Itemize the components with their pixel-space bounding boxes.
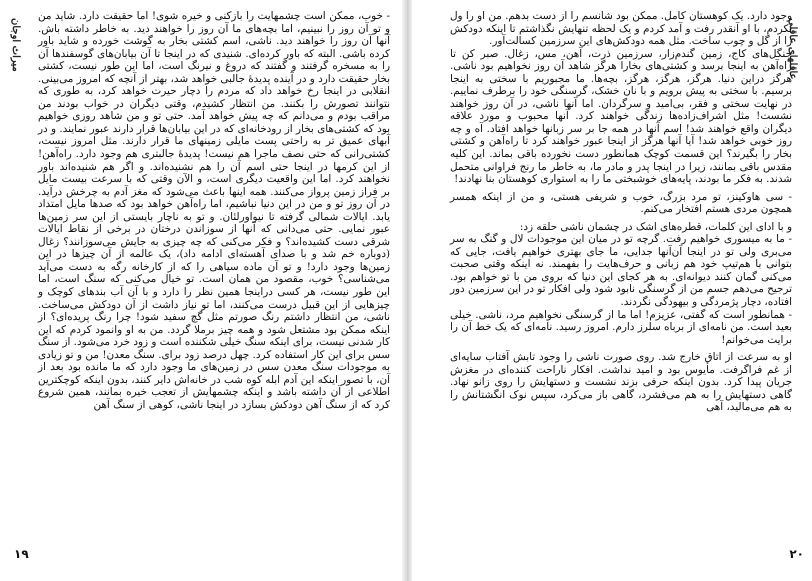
paragraph: وجود دارد. یک کوهستان کامل. ممکن بود شانسم را از دست بدهم. من او را ول نکردم، با او آنقدر رفت و آمد کردم و یک لحظه تنهایش نگذاشتم تا اینکه دودکش را از گل و چوب ساخت. مثل همه دودکش‌های این سرزمین کسالت‌آور.	[450, 10, 792, 48]
paragraph: او به سرعت از اتاق خارج شد. روی صورت ناشی را وجود تابش آفتاب سایه‌ای از غم فراگرفت. مأیوس بود و امید نداشت. افکار ناراحت کننده‌ای در مغزش جریان پیدا کرد. بدون اینکه حرفی بزند نشست و دستهایش را روی زانو نهاد. گاهی دستهایش را به هم می‌فشرد، گاهی باز می‌کرد، سپس نوک انگشتانش را به هم می‌مالید، آهی	[450, 351, 792, 414]
paragraph: - سی هاوکینز، تو مرد بزرگ، خوب و شریفی هستی، و من از اینکه همسر همچون مردی هستم افتخار می‌کنم.	[450, 190, 792, 216]
running-head: عاقلهای عاقلی	[787, 18, 798, 80]
paragraph: - همانطور است که گفتی، عزیزم! اما ما از گرسنگی نخواهیم مرد، ناشی. خیلی بعید است. من نامه‌ای از برباه سلرز دارم. امروز رسید. نامه‌ای که یک خط آن را برایت می‌خوانم!	[450, 308, 792, 346]
paragraph: و با ادای این کلمات، قطره‌های اشک در چشمان ناشی حلقه زد:	[519, 220, 792, 233]
page-body	[450, 10, 792, 414]
running-head: میراث اوجان	[10, 18, 21, 72]
right-page	[412, 0, 812, 581]
page-number: ۱۹	[14, 547, 29, 561]
book-gutter	[402, 0, 412, 581]
paragraph: جنگل‌های کاج، زمین گندم‌زار، سرزمین ذرت، آهن، مس، زغال. صبر کن تا راه‌آهن به اینجا برسد و کشتی‌های بخارا هرگز شاهد آن روز نخواهیم بود ناشی. هرگز دراین دنیا. هرگز، هرگز، هرگز، بچه‌ها. ما مجبوریم با سختی به اینجا برسیم. با سختی به پیش برویم و با نان خشک، گرسنگی خود را برطرف نماییم. در نهایت سختی و فقر، بی‌امید و سرگردان. اما آنها ناشی، در آن روز خواهند نشست! مثل اشراف‌زاده‌ها زندگی خواهند کرد. آنها محبوب و مورد علاقه دیگران واقع خواهند شد! اسم آنها در همه جا بر سر زبانها خواهد افتاد. آه و چه روز خوبی خواهد شد! آیا آنها هرگز از اینجا عبور خواهند کرد تا راه‌آهن و کشتی بخار را بگیرند؟ این قسمت کوچک همانطور دست نخورده باقی بماند. این کلیه مقدس باقی بمانند، زیرا در اینجا پدر و مادر ما، به خاطر ما رنج فراوانی متحمل شدند. به فکر ما بودند، پایه‌های خوشبختی ما را به استواری کوهستان بنا نهادند!	[450, 47, 792, 186]
page-number: ۲۰	[789, 547, 804, 561]
paragraph: - ما به میسوری خواهیم رفت. گرچه تو در میان این موجودات لال و گنگ به سر می‌بری ولی تو در اینجا آن‌آنها جدایی، ما جای بهتری خواهیم یافت، جایی که بتوانی با هم‌تیپ خود هم زبانی و حرف‌هایت را بفهمند. نه اینکه وقتی صحبت می‌کنی گمان کنند دیوانه‌ای. به هر کجای این دنیا که بروی من با تو خواهم بود. ترجیح می‌دهم جسم من از گرسنگی نابود شود ولی افکار تو در این سرزمین دور افتاده، دچار پژمردگی و بیهودگی نگردند.	[450, 233, 792, 309]
page-body	[38, 10, 390, 412]
paragraph: - خوب، ممکن است چشمهایت را بازکنی و خیره شوی! اما حقیقت دارد. شاید من و تو آن روز را نبینیم، اما بچه‌های ما آن روز را خواهند دید. به خاطر داشته باش. آنها آن روز را خواهند دید. ناشی، اسم کشتی بخار به گوشت خورده و شاید باور کرده باشی. البته که باور کرده‌ای. شنیدی که در اینجا تا آن بیابان‌های گوسفندها آن را به مسخره گرفتند و گفتند که دروغ و نیرنگ است، اما این طور نیست، کشتی بخار حقیقت دارد و در آینده پدیدهٔ جالبی خواهد شد، بهتر از آنچه که امروز می‌بینی. انقلابی در اینجا رخ خواهد داد که مردم را دچار حیرت خواهد کرد، به طوری که نتوانند تصورش را بکنند. من انتظار کشیدم، وقتی دیگران در خواب بودند من مراقب بودم و می‌دانم که چه پیش خواهد آمد. حتی تو و من شاهد روزی خواهیم بود که کشتی‌های بخار از رودخانه‌ای که در این بیابان‌ها قرار دارند عبور نمایند. و در آبهای عمیق تر به راحتی پست مایلی زمینهای ما قرار دارند. مثل امروز نیست، کشتی‌رانی که حتی نصف ماجرا هم نیست! پدیدهٔ جالبتری هم وجود دارد. راه‌آهن! از این کرمها در اینجا حتی اسم آن را هم نشنیده‌اند. و اگر هم شنیده‌اند باور نخواهند کرد. اما این واقعیت دیگری است، و الآن وقتی که با سرعت بیست مایل بر فراز زمین پرواز می‌کنند. همه اینها باعث می‌شود که مغز آدم به چرخش درآید. در آن روز تو و من در این دنیا نباشیم، اما راه‌آهن خواهد بود که صدها مایل امتداد یابد. ایالات شمالی گرفته تا نیواورلئان. و تو به ناچار بایستی از این سر زمین‌ها عبور نمایی. حتی می‌دانی که آنها از سوزاندن درختان در برخی از نقاط ایالات شرقی دست کشیده‌اند؟ و فکر می‌کنی که چه چیزی به جایش می‌سوزانند؟ زغال (دوباره خم شد و با صدای آهسته‌ای ادامه داد)، یک عالمه از آن چیزها در این زمین‌ها وجود دارد! و تو آن ماده سیاهی را که از کارخانه رگه به دست می‌آید می‌شناسی؟ خوب، مقصود من همان است. تو خیال می‌کنی که سنگ است، اما این طور نیست، هر کسی دراینجا همین نظر را دارد و با آن آب بندهای کوچک و چیزهایی از این قبیل درست می‌کنند، اما تو نیاز داشت از آن دودکش می‌ساخت. ناشی، من انتظار داشتم رنگ صورتم مثل گچ سفید شود! چرا رنگ پریده‌ای؟ از اینکه ممکن بود مشتعل شود و همه چیز برملا گردد. من به او وانمود کردم که این کار شدنی نیست، برای اینکه سنگ خیلی شکننده است و زود خرد می‌شود. از سنگ سس برای این کار استفاده کرد. چهل درصد زود برای. سنگ معدن! من و تو زیادی به موجودات سنگ معدن سس در زمین‌های ما وجود دارد که ما مانده بود بعد از آن، با تصور اینکه این آدم ابله کوه شب در خانه‌اش دایر کنند، بدون اینکه کوچکترین اطلاعی از آن داشته باشد و اینکه چشمهایش از تعجب خیره بمانند، همین شروع کرد که از سنگ آهن دودکش بسازد در اینجا ناشی، کوهی از سنگ آهن	[38, 10, 390, 411]
left-page	[0, 0, 402, 581]
